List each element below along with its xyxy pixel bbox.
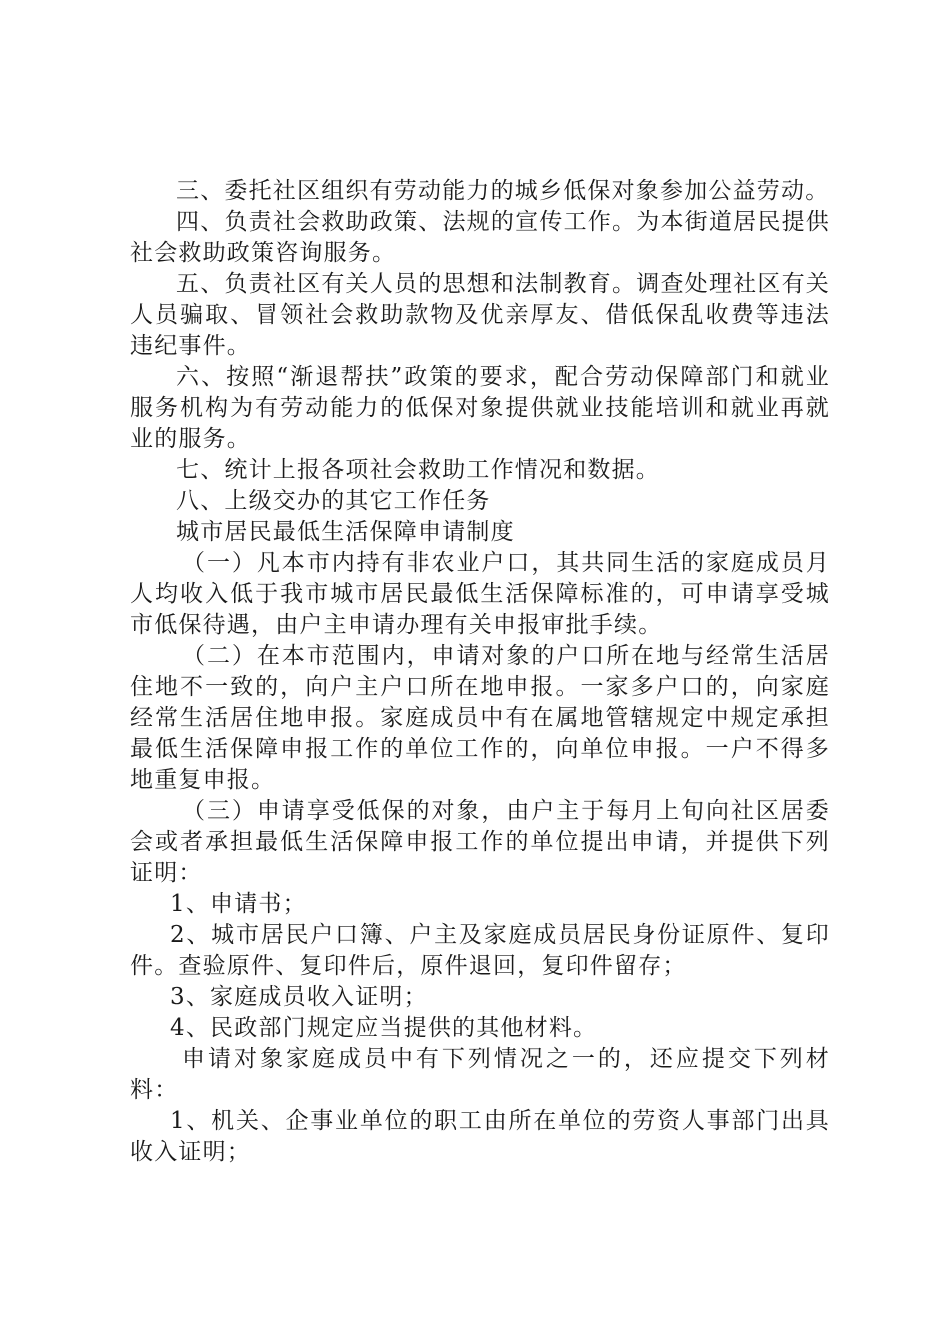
paragraph-item-4: 四、负责社会救助政策、法规的宣传工作。为本街道居民提供社会救助政策咨询服务。 [130, 209, 830, 266]
paragraph-item-6: 六、按照“渐退帮扶”政策的要求，配合劳动保障部门和就业服务机构为有劳动能力的低保对象提供就业技能培训和就业再就业的服务。 [130, 364, 830, 452]
list-item-household-register: 2、城市居民户口簿、户主及家庭成员居民身份证原件、复印件。查验原件、复印件后，原件退回，复印件留存； [130, 922, 830, 979]
paragraph-item-8: 八、上级交办的其它工作任务 [176, 488, 491, 514]
list-item-income-proof: 3、家庭成员收入证明； [170, 984, 428, 1010]
paragraph-item-7: 七、统计上报各项社会救助工作情况和数据。 [176, 457, 660, 483]
list-item-employee-income: 1、机关、企事业单位的职工由所在单位的劳资人事部门出具收入证明； [130, 1108, 830, 1165]
clause-3: （三）申请享受低保的对象，由户主于每月上旬向社区居委会或者承担最低生活保障申报工作的单位提出申请，并提供下列证明： [130, 798, 830, 886]
paragraph-item-3: 三、委托社区组织有劳动能力的城乡低保对象参加公益劳动。 [176, 178, 830, 204]
clause-2: （二）在本市范围内，申请对象的户口所在地与经常生活居住地不一致的，向户主户口所在地申报。一家多户口的，向家庭经常生活居住地申报。家庭成员中有在属地管辖规定中规定承担最低生活保障申报工作的单位工作的，向单位申报。一户不得多地重复申报。 [130, 643, 830, 793]
paragraph-item-5: 五、负责社区有关人员的思想和法制教育。调查处理社区有关人员骗取、冒领社会救助款物及优亲厚友、借低保乱收费等违法违纪事件。 [130, 271, 830, 359]
list-item-application: 1、申请书； [170, 891, 307, 917]
section-heading: 城市居民最低生活保障申请制度 [176, 519, 515, 545]
additional-materials-intro: 申请对象家庭成员中有下列情况之一的，还应提交下列材料： [130, 1046, 830, 1103]
document-body [130, 176, 830, 1168]
clause-1: （一）凡本市内持有非农业户口，其共同生活的家庭成员月人均收入低于我市城市居民最低生活保障标准的，可申请享受城市低保待遇，由户主申请办理有关申报审批手续。 [130, 550, 830, 638]
list-item-other-materials: 4、民政部门规定应当提供的其他材料。 [170, 1015, 598, 1041]
